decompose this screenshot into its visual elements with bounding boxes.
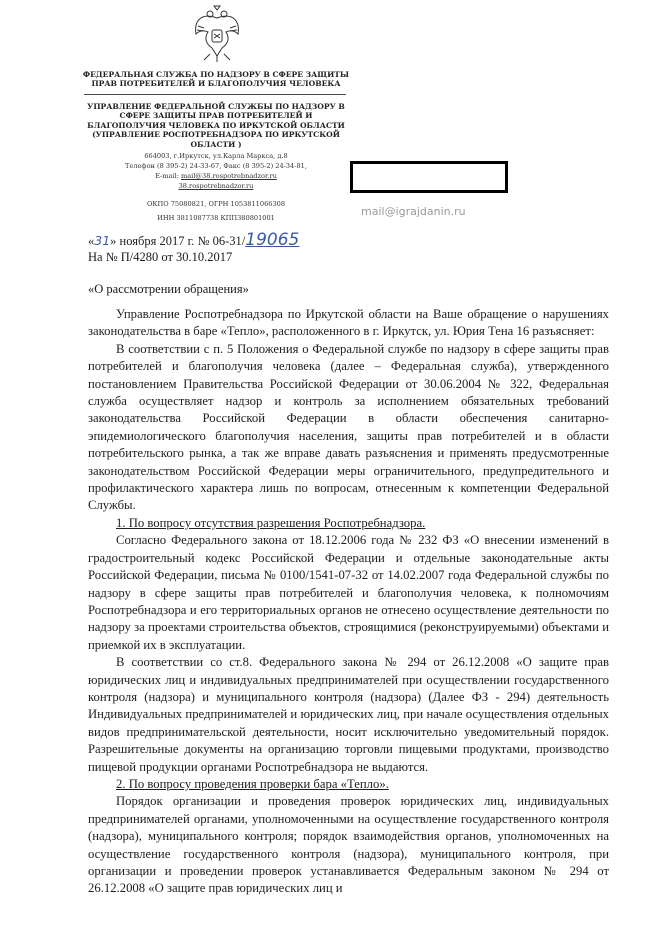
paragraph: Порядок организации и проведения проверок юридических лиц, индивидуальных предпринимателей органами, уполномоченными на осуществление государственного контроля (надзора), муниципального контроля; порядок взаимодействия органов, уполномоченных на осуществление государственного контроля (надзора), муниципального контроля, при организации и проведении проверок устанавливается Федеральным законом № 294 от 26.12.2008 «О защите прав юридических лиц и <box>88 794 609 896</box>
letterhead-line: ФЕДЕРАЛЬНАЯ СЛУЖБА ПО НАДЗОРУ В СФЕРЕ ЗАЩИТЫ <box>82 70 350 79</box>
section-heading: 1. По вопросу отсутствия разрешения Роспотребнадзора. <box>116 515 426 530</box>
email-prefix: E-mail: <box>155 172 181 180</box>
date-text: » ноября 2017 г. № 06-31/ <box>110 234 246 248</box>
letter-subject: «О рассмотрении обращения» <box>88 282 249 296</box>
paragraph: Согласно Федерального закона от 18.12.2006 года № 232 ФЗ «О внесении изменений в градостроительный кодекс Российской Федерации и отдельные законодательные акты Российской Федерации, письма № 0100/1541-07-32 от 14.02.2007 года Федеральной службы по надзору в сфере защиты прав потребителей и благополучия человека, к полномочиям Роспотребнадзора и его территориальных органов не отнесено осуществление деятельности по надзору за проектами строительства объектов, строящимися (реконструируемыми) объектами и приемкой их в эксплуатации. <box>88 533 609 652</box>
letterhead-line: ОБЛАСТИ ) <box>190 139 242 149</box>
website-link[interactable]: 38.rospotrebnadzor.ru <box>178 182 254 190</box>
email-link[interactable]: mail@38.rospotrebnadzor.ru <box>181 172 277 180</box>
redacted-recipient-box <box>350 161 508 193</box>
letterhead-line: (УПРАВЛЕНИЕ РОСПОТРЕБНАДЗОРА ПО ИРКУТСКОЙ <box>92 130 340 140</box>
letterhead-directorate <box>80 102 352 149</box>
letterhead-website <box>80 182 352 191</box>
letter-body <box>88 306 609 898</box>
letterhead-inn: ИНН 3811087738 КПП380801001 <box>157 214 275 222</box>
reference-line: На № П/4280 от 30.10.2017 <box>88 250 233 264</box>
recipient-email: mail@igrajdanin.ru <box>361 205 466 218</box>
letterhead-email <box>80 172 352 181</box>
letterhead-address: 664003, г.Иркутск, ул.Карла Маркса, д.8 <box>144 152 288 160</box>
letterhead-line: СФЕРЕ ЗАЩИТЫ ПРАВ ПОТРЕБИТЕЛЕЙ И <box>119 111 313 121</box>
letterhead-line: УПРАВЛЕНИЕ ФЕДЕРАЛЬНОЙ СЛУЖБЫ ПО НАДЗОРУ В <box>87 102 345 111</box>
letterhead-okpo: ОКПО 75080821, ОГРН 1053811066308 <box>146 200 286 208</box>
section-heading: 2. По вопросу проведения проверки бара «Тепло». <box>116 776 389 791</box>
handwritten-day: 31 <box>94 233 111 248</box>
coat-of-arms-icon <box>190 4 244 64</box>
letterhead-federal-service <box>80 70 352 89</box>
letterhead-line: ПРАВ ПОТРЕБИТЕЛЕЙ И БЛАГОПОЛУЧИЯ ЧЕЛОВЕКА <box>91 79 341 89</box>
letterhead-line: БЛАГОПОЛУЧИЯ ЧЕЛОВЕКА ПО ИРКУТСКОЙ ОБЛАСТИ <box>87 120 345 130</box>
paragraph: В соответствии со ст.8. Федерального закона № 294 от 26.12.2008 «О защите прав юридических лиц и индивидуальных предпринимателей при осуществлении государственного контроля (надзора) и муниципального контроля (надзора) (Далее ФЗ - 294) деятельность Индивидуальных предпринимателей и юридических лиц, при начале осуществления отдельных видов предпринимательской деятельности, носит исключительно уведомительный порядок. Разрешительные документы на организацию торговли пищевыми продуктами, производство пищевой продукции органами Роспотребнадзора не выдаются. <box>88 655 609 774</box>
letterhead-divider <box>84 94 346 95</box>
handwritten-number: 19065 <box>245 230 300 250</box>
outgoing-date-line <box>88 230 299 250</box>
paragraph: В соответствии с п. 5 Положения о Федеральной службе по надзору в сфере защиты прав потребителей и благополучия человека (далее – Федеральная служба), утвержденного постановлением Правительства Российской Федерации от 30.06.2004 № 322, Федеральная служба осуществляет надзор и контроль за исполнением обязательных требований законодательства Российской Федерации в области обеспечения санитарно-эпидемиологического благополучия населения, защиты прав потребителей и в области потребительского рынка, а так же вправе давать разъяснения и применять предусмотренные законодательством Российской Федерации меры ограничительного, предупредительного и профилактического характера лишь по вопросам, отнесенным к компетенции Федеральной Службы. <box>88 341 609 513</box>
date-quote-open: « <box>88 234 95 248</box>
paragraph: Управление Роспотребнадзора по Иркутской области на Ваше обращение о нарушениях законодательства в баре «Тепло», расположенного в г. Иркутск, ул. Юрия Тена 16 разъясняет: <box>88 307 609 339</box>
letterhead-phone: Телефон (8 395-2) 24-33-67, Факс (8 395-2) 24-34-81, <box>125 162 307 170</box>
